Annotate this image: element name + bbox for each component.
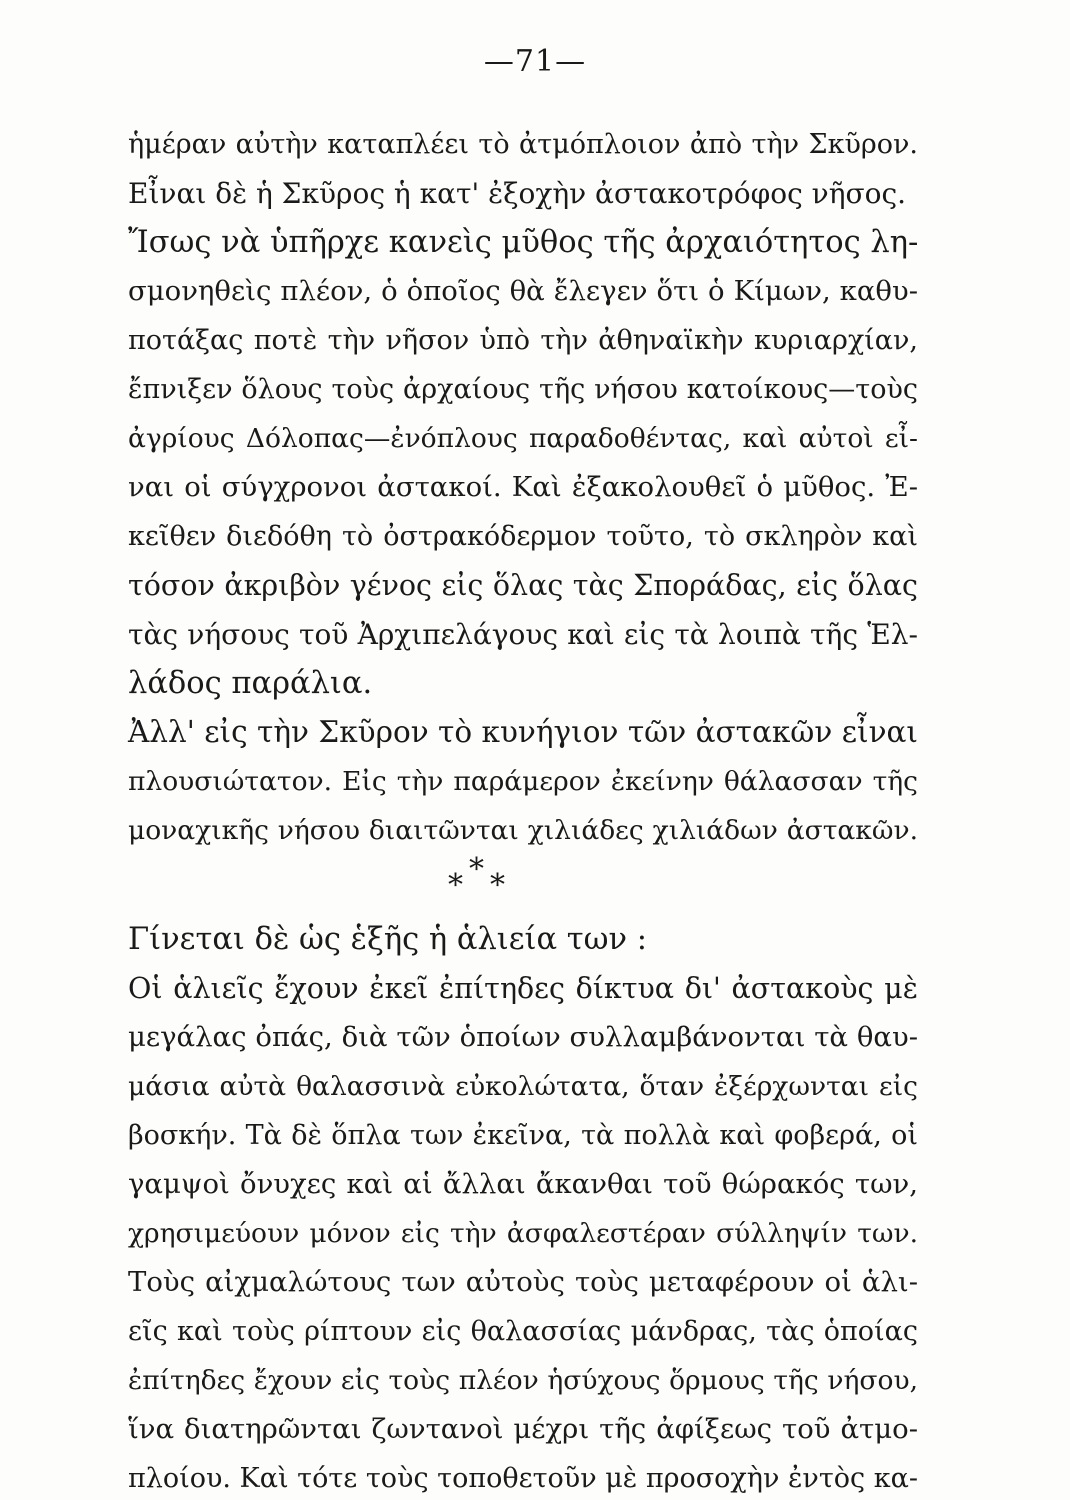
text-line: Εἶναι δὲ ἡ Σκῦρος ἡ κατ' ἐξοχὴν ἀστακοτρόφος νῆσος. bbox=[128, 177, 907, 210]
asterisk: * bbox=[469, 852, 484, 887]
page-number: —71— bbox=[483, 44, 587, 79]
asterisk: * bbox=[490, 868, 505, 903]
text-line: εῖς καὶ τοὺς ρίπτουν εἰς θαλασσίας μάνδρας, τὰς ὁποίας bbox=[128, 1316, 918, 1347]
text-line: κεῖθεν διεδόθη τὸ ὀστρακόδερμον τοῦτο, τὸ σκληρὸν καὶ bbox=[128, 521, 918, 552]
text-line: ποτάξας ποτὲ τὴν νῆσον ὑπὸ τὴν ἀθηναϊκὴν κυριαρχίαν, bbox=[128, 325, 918, 356]
text-line: Τοὺς αἰχμαλώτους των αὐτοὺς τοὺς μεταφέρουν οἱ ἁλι- bbox=[128, 1266, 918, 1298]
text-line: σμονηθεὶς πλέον, ὁ ὁποῖος θὰ ἔλεγεν ὅτι ὁ Κίμων, καθυ- bbox=[128, 275, 918, 307]
text-line: ναι οἱ σύγχρονοι ἀστακοί. Καὶ ἐξακολουθεῖ ὁ μῦθος. Ἐ- bbox=[128, 471, 918, 503]
body-text bbox=[128, 120, 918, 1503]
text-line: λάδος παράλια. bbox=[128, 666, 373, 701]
text-line: μεγάλας ὀπάς, διὰ τῶν ὁποίων συλλαμβάνονται τὰ θαυ- bbox=[128, 1021, 918, 1053]
text-line: χρησιμεύουν μόνον εἰς τὴν ἀσφαλεστέραν σύλληψίν των. bbox=[128, 1218, 918, 1249]
text-line: Γίνεται δὲ ὡς ἑξῆς ἡ ἁλιεία των : bbox=[128, 922, 648, 957]
text-line: ἡμέραν αὐτὴν καταπλέει τὸ ἀτμόπλοιον ἀπὸ τὴν Σκῦρον. bbox=[128, 129, 918, 160]
text-line: Οἱ ἁλιεῖς ἔχουν ἐκεῖ ἐπίτηδες δίκτυα δι' ἀστακοὺς μὲ bbox=[128, 972, 918, 1005]
text-line: ἀγρίους Δόλοπας—ἐνόπλους παραδοθέντας, καὶ αὐτοὶ εἶ- bbox=[128, 423, 918, 454]
text-line: ἔπνιξεν ὅλους τοὺς ἀρχαίους τῆς νήσου κατοίκους—τοὺς bbox=[128, 374, 918, 405]
text-line: μάσια αὐτὰ θαλασσινὰ εὐκολώτατα, ὅταν ἐξέρχωνται εἰς bbox=[128, 1071, 918, 1102]
text-line: τὰς νήσους τοῦ Ἀρχιπελάγους καὶ εἰς τὰ λοιπὰ τῆς Ἑλ- bbox=[128, 618, 918, 651]
text-line: Ἴσως νὰ ὑπῆρχε κανεὶς μῦθος τῆς ἀρχαιότητος λη- bbox=[128, 225, 919, 260]
text-line: πλοίου. Καὶ τότε τοὺς τοποθετοῦν μὲ προσοχὴν ἐντὸς κα- bbox=[128, 1463, 918, 1494]
text-line: γαμψοὶ ὄνυχες καὶ αἱ ἄλλαι ἄκανθαι τοῦ θώρακός των, bbox=[128, 1168, 918, 1200]
asterism-separator bbox=[128, 852, 918, 915]
text-line: πλουσιώτατον. Εἰς τὴν παράμερον ἐκείνην θάλασσαν τῆς bbox=[128, 766, 918, 797]
text-line: ἐπίτηδες ἔχουν εἰς τοὺς πλέον ἡσύχους ὅρμους τῆς νήσου, bbox=[128, 1365, 918, 1396]
text-line: βοσκήν. Τὰ δὲ ὅπλα των ἐκεῖνα, τὰ πολλὰ καὶ φοβερά, οἱ bbox=[128, 1120, 918, 1151]
text-line: ἵνα διατηρῶνται ζωντανοὶ μέχρι τῆς ἀφίξεως τοῦ ἀτμο- bbox=[128, 1413, 918, 1445]
text-line: μοναχικῆς νήσου διαιτῶνται χιλιάδες χιλιάδων ἀστακῶν. bbox=[128, 815, 918, 846]
asterisk: * bbox=[448, 868, 463, 903]
text-line: Ἀλλ' εἰς τὴν Σκῦρον τὸ κυνήγιον τῶν ἀστακῶν εἶναι bbox=[128, 715, 918, 749]
text-line: τόσον ἀκριβὸν γένος εἰς ὅλας τὰς Σποράδας, εἰς ὅλας bbox=[128, 569, 918, 602]
